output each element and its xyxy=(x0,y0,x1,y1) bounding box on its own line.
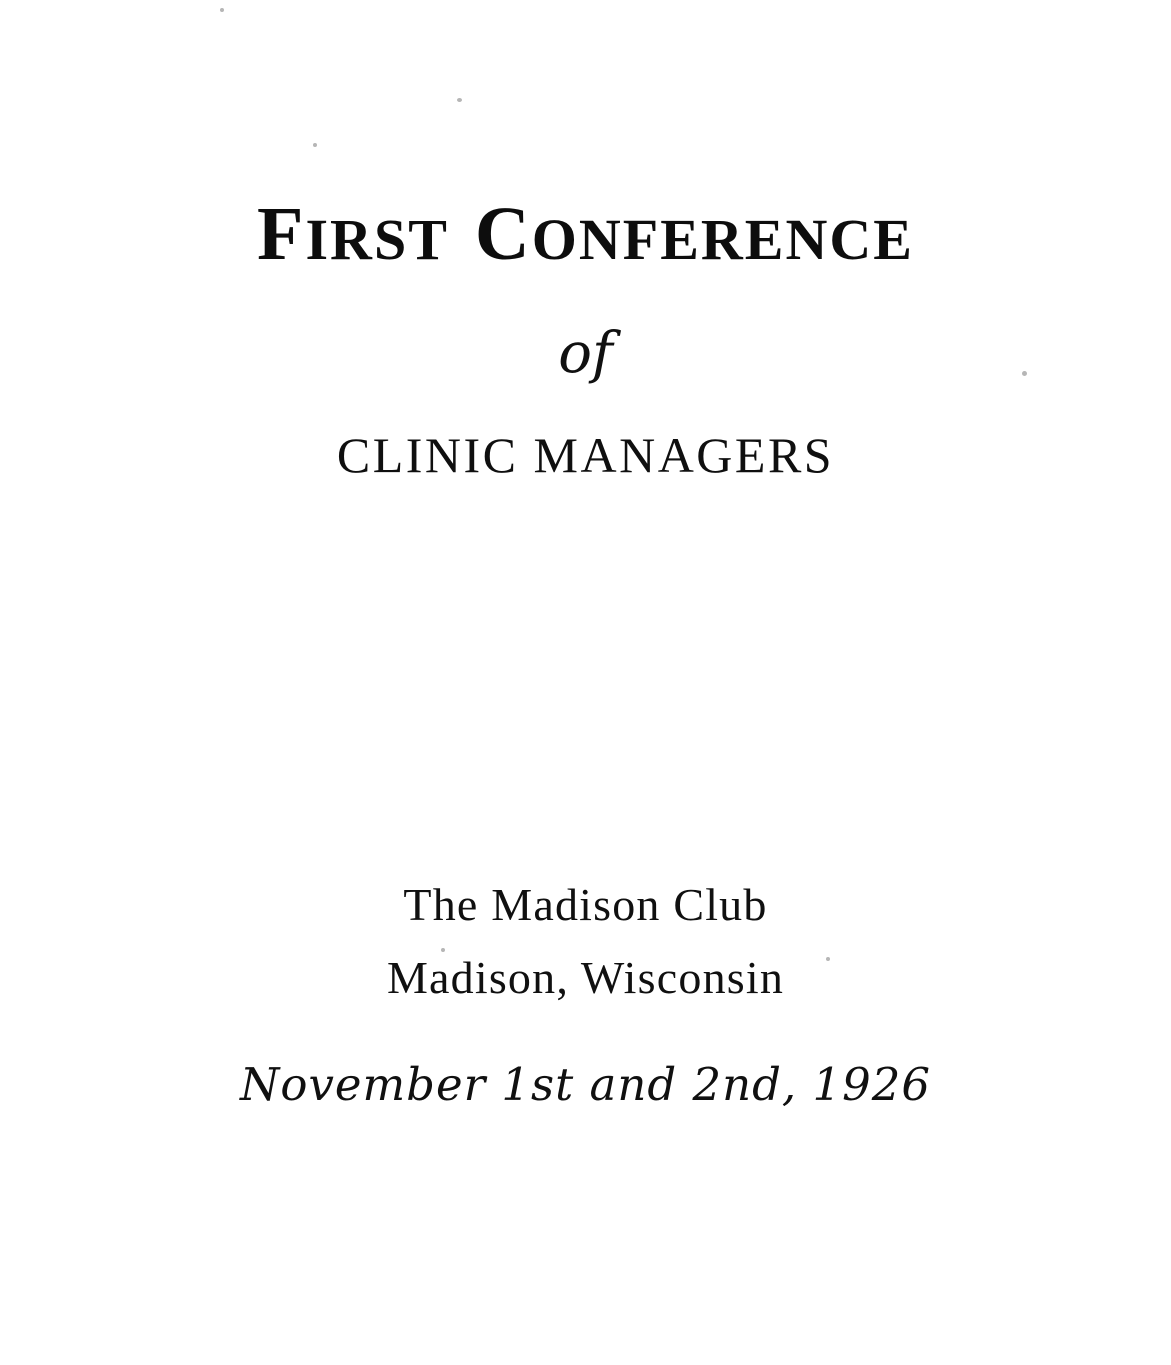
venue-block xyxy=(0,876,1171,1111)
title-word-second-rest: ONFERENCE xyxy=(531,207,914,272)
title-connector: of xyxy=(558,320,613,386)
page-subtitle: CLINIC MANAGERS xyxy=(336,426,835,483)
page-title xyxy=(0,192,1171,276)
scan-speck-icon xyxy=(220,8,224,12)
title-word-first-initial: F xyxy=(257,192,306,276)
title-block xyxy=(0,192,1171,484)
title-word-first-rest: IRST xyxy=(305,207,449,272)
scan-speck-icon xyxy=(313,143,317,147)
title-word-second-initial: C xyxy=(474,192,532,276)
venue-city: Madison, Wisconsin xyxy=(386,951,785,1003)
scan-speck-icon xyxy=(457,98,462,102)
conference-date: November 1st and 2nd, 1926 xyxy=(239,1057,932,1111)
venue-name: The Madison Club xyxy=(403,879,768,930)
